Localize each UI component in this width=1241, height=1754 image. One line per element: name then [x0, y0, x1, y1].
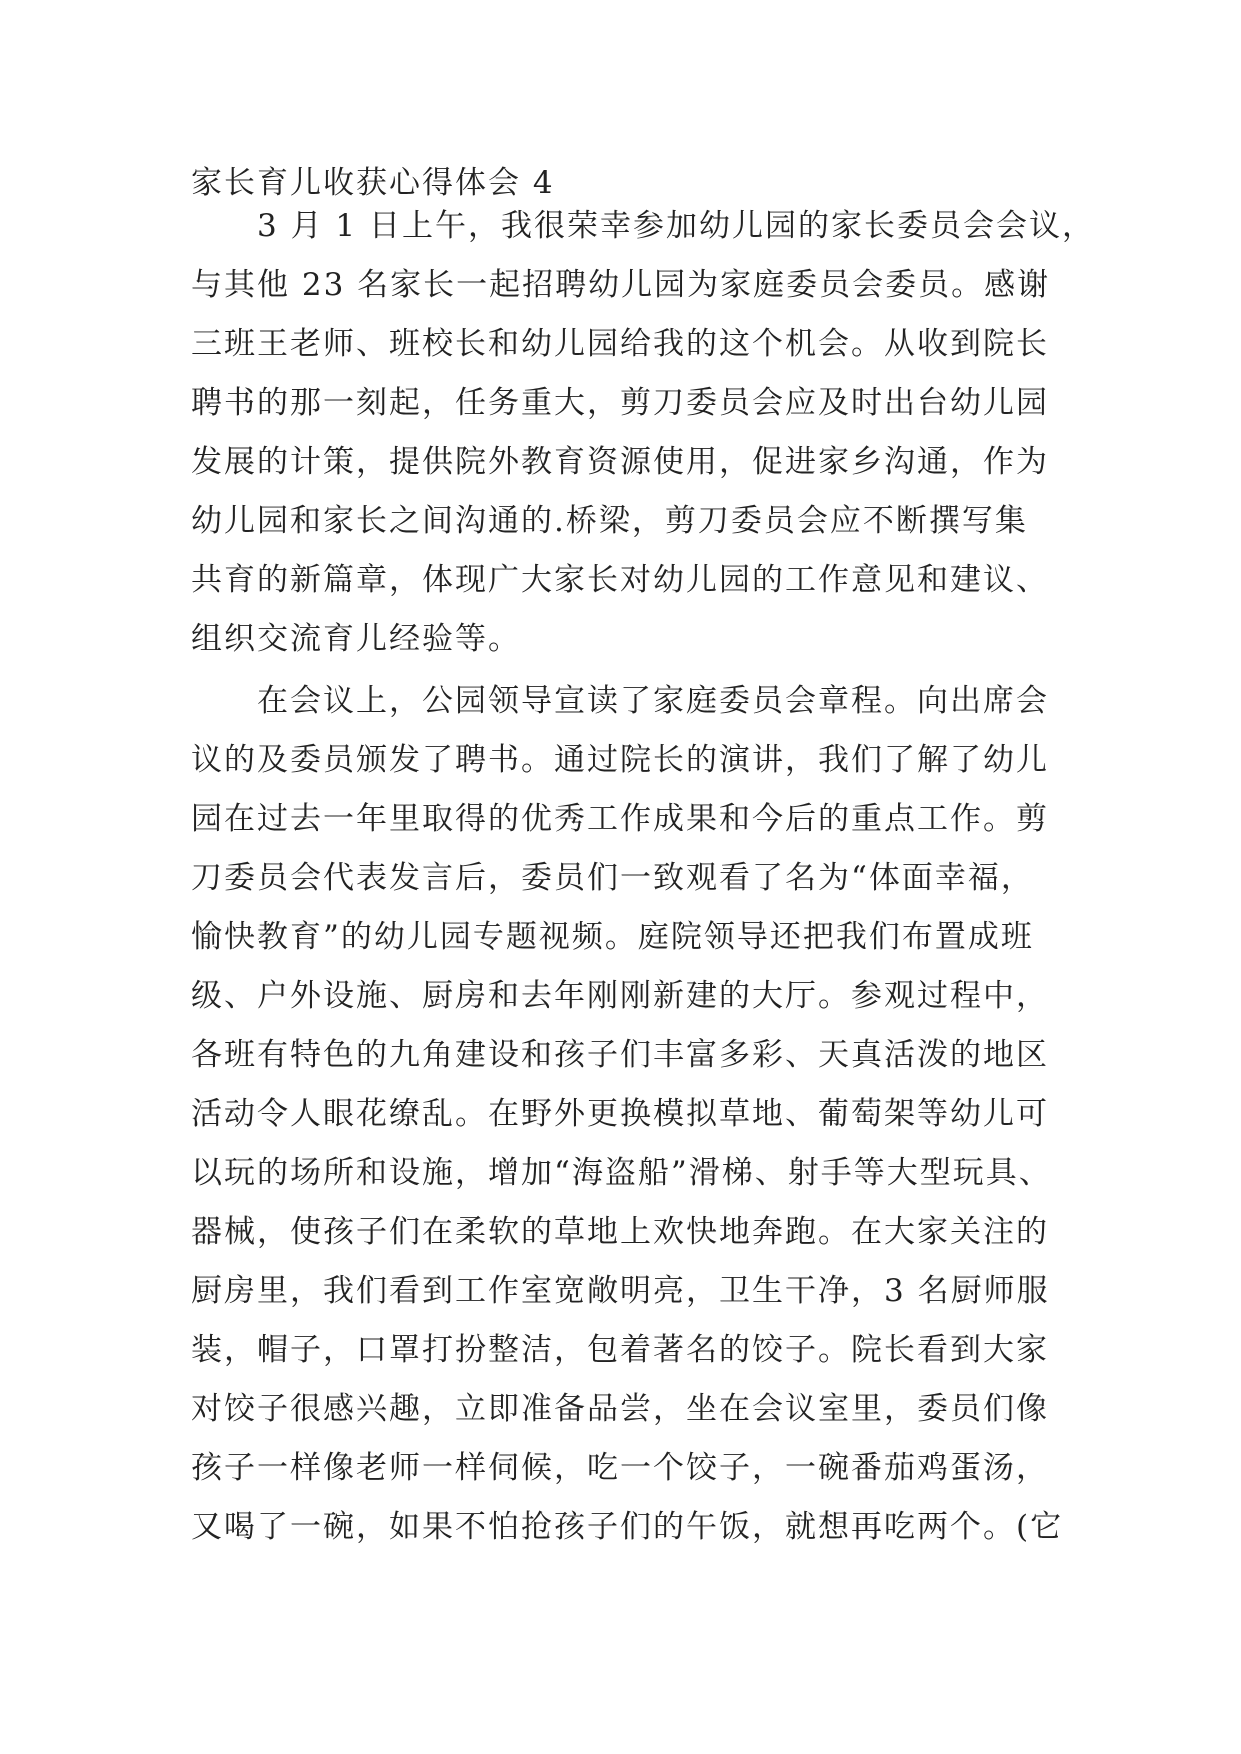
paragraph-line: 愉快教育”的幼儿园专题视频。庭院领导还把我们布置成班 [191, 919, 1034, 955]
paragraph-meeting-intro [191, 197, 1095, 669]
paragraph-line: 共育的新篇章，体现广大家长对幼儿园的工作意见和建议、 [191, 562, 1049, 598]
paragraph-line: 厨房里，我们看到工作室宽敞明亮，卫生干净，3 名厨师服 [191, 1273, 1050, 1309]
paragraph-line: 装，帽子，口罩打扮整洁，包着著名的饺子。院长看到大家 [191, 1332, 1049, 1368]
paragraph-line: 聘书的那一刻起，任务重大，剪刀委员会应及时出台幼儿园 [191, 385, 1049, 421]
paragraph-line: 在会议上，公园领导宣读了家庭委员会章程。向出席会 [257, 683, 1049, 719]
paragraph-line: 对饺子很感兴趣，立即准备品尝，坐在会议室里，委员们像 [191, 1391, 1049, 1427]
paragraph-line: 器械，使孩子们在柔软的草地上欢快地奔跑。在大家关注的 [191, 1214, 1049, 1250]
paragraph-meeting-details [191, 672, 1063, 1557]
paragraph-line: 刀委员会代表发言后，委员们一致观看了名为“体面幸福， [191, 860, 1034, 896]
paragraph-line: 与其他 23 名家长一起招聘幼儿园为家庭委员会委员。感谢 [191, 267, 1051, 303]
paragraph-line: 级、户外设施、厨房和去年刚刚新建的大厅。参观过程中， [191, 978, 1049, 1014]
paragraph-line: 组织交流育儿经验等。 [191, 621, 521, 657]
paragraph-line: 幼儿园和家长之间沟通的.桥梁，剪刀委员会应不断撰写集 [191, 503, 1028, 539]
paragraph-line: 发展的计策，提供院外教育资源使用，促进家乡沟通，作为 [191, 444, 1049, 480]
paragraph-line: 以玩的场所和设施，增加“海盗船”滑梯、射手等大型玩具、 [191, 1155, 1052, 1191]
paragraph-line: 园在过去一年里取得的优秀工作成果和今后的重点工作。剪 [191, 801, 1049, 837]
paragraph-line: 活动令人眼花缭乱。在野外更换模拟草地、葡萄架等幼儿可 [191, 1096, 1049, 1132]
document-title: 家长育儿收获心得体会 4 [191, 165, 555, 201]
paragraph-line: 议的及委员颁发了聘书。通过院长的演讲，我们了解了幼儿 [191, 742, 1049, 778]
paragraph-line: 又喝了一碗，如果不怕抢孩子们的午饭，就想再吃两个。(它 [191, 1509, 1064, 1545]
paragraph-line: 三班王老师、班校长和幼儿园给我的这个机会。从收到院长 [191, 326, 1049, 362]
paragraph-line: 各班有特色的九角建设和孩子们丰富多彩、天真活泼的地区 [191, 1037, 1049, 1073]
paragraph-line: 孩子一样像老师一样伺候，吃一个饺子，一碗番茄鸡蛋汤， [191, 1450, 1049, 1486]
paragraph-line: 3 月 1 日上午，我很荣幸参加幼儿园的家长委员会会议， [257, 208, 1096, 244]
